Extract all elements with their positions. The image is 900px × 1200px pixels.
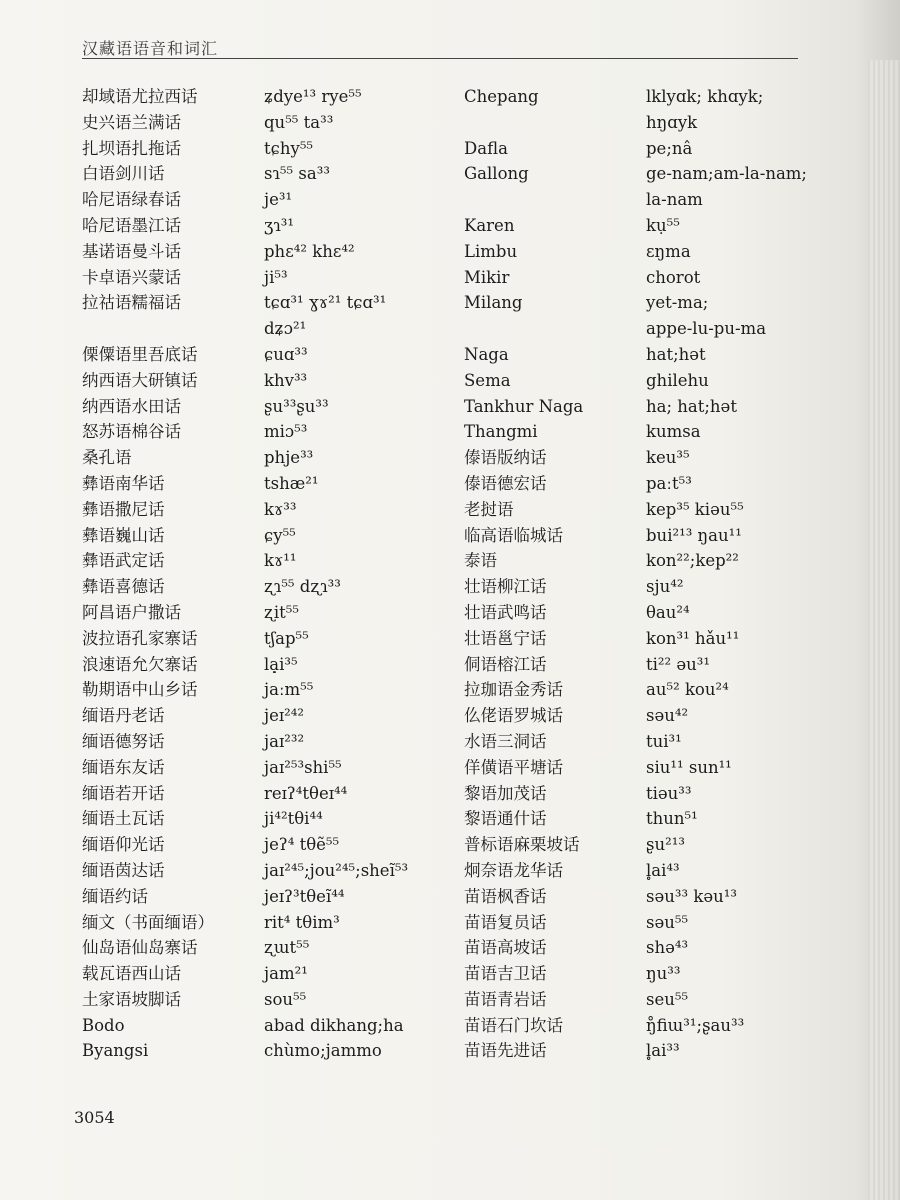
- language-name: 傈僳语里吾底话: [82, 344, 198, 364]
- word-form: jeɪ²⁴²: [264, 706, 305, 726]
- language-name: 傣语版纳话: [464, 448, 547, 468]
- entry-row: [82, 729, 462, 755]
- entry-row: [464, 136, 844, 162]
- word-form: ti²² əu³¹: [646, 654, 711, 674]
- entry-row: [464, 368, 844, 394]
- entry-row: [82, 1038, 462, 1064]
- entry-row: [82, 136, 462, 162]
- word-form: reɪʔ⁴tθeɪ⁴⁴: [264, 783, 348, 803]
- word-form: yet-ma;: [646, 293, 709, 313]
- entry-row: [82, 523, 462, 549]
- entry-row: [82, 910, 462, 936]
- language-name: 壮语柳江话: [464, 577, 547, 597]
- language-name: 波拉语孔家寨话: [82, 628, 198, 648]
- entry-row: [464, 497, 844, 523]
- word-form: khv³³: [264, 370, 308, 390]
- word-form: kụ⁵⁵: [646, 215, 680, 235]
- entry-row: [82, 1013, 462, 1039]
- word-form: ŋ̊fiɯ³¹;ʂau³³: [646, 1015, 745, 1035]
- entry-row: [82, 652, 462, 678]
- language-name: 仙岛语仙岛寨话: [82, 938, 198, 958]
- entry-row: [82, 497, 462, 523]
- entry-row: [82, 342, 462, 368]
- page-number: 3054: [74, 1108, 115, 1127]
- word-form: appe-lu-pu-ma: [646, 319, 767, 339]
- entry-row: [82, 213, 462, 239]
- language-name: 浪速语允欠寨话: [82, 654, 198, 674]
- entry-row: [464, 523, 844, 549]
- entry-row: [464, 316, 844, 342]
- language-name: 苗语青岩话: [464, 989, 547, 1009]
- word-form: jaɪ²³²: [264, 731, 305, 751]
- language-name: 苗语吉卫话: [464, 964, 547, 984]
- word-form: ʐɿ⁵⁵ dʐɿ³³: [264, 577, 341, 597]
- language-name: 土家语坡脚话: [82, 989, 181, 1009]
- left-column: [82, 84, 462, 1064]
- language-name: Mikir: [464, 267, 510, 287]
- entry-row: [82, 755, 462, 781]
- language-name: 普标语麻栗坡话: [464, 835, 580, 855]
- language-name: Gallong: [464, 164, 529, 184]
- entry-row: [82, 445, 462, 471]
- language-name: Byangsi: [82, 1041, 149, 1061]
- language-name: 卡卓语兴蒙话: [82, 267, 181, 287]
- word-form: hŋɑyk: [646, 112, 698, 132]
- language-name: 苗语高坡话: [464, 938, 547, 958]
- entry-row: [464, 677, 844, 703]
- word-form: jaɪ²⁵³shi⁵⁵: [264, 757, 342, 777]
- language-name: 苗语复员话: [464, 912, 547, 932]
- word-form: sou⁵⁵: [264, 989, 307, 1009]
- word-form: ŋu³³: [646, 964, 681, 984]
- entry-row: [82, 806, 462, 832]
- language-name: Thangmi: [464, 422, 538, 442]
- word-form: pe;nâ: [646, 138, 693, 158]
- entry-row: [82, 368, 462, 394]
- word-form: jeɪʔ³tθeĩ⁴⁴: [264, 886, 345, 906]
- word-form: kumsa: [646, 422, 701, 442]
- entry-row: [464, 574, 844, 600]
- entry-row: [464, 806, 844, 832]
- language-name: Chepang: [464, 87, 539, 106]
- word-form: je³¹: [264, 190, 293, 210]
- entry-row: [464, 265, 844, 291]
- language-name: Dafla: [464, 138, 508, 158]
- word-form: ghilehu: [646, 370, 709, 390]
- language-name: 史兴语兰满话: [82, 112, 181, 132]
- language-name: 佯僙语平塘话: [464, 757, 563, 777]
- entry-row: [464, 394, 844, 420]
- language-name: 老挝语: [464, 499, 514, 519]
- word-form: kɤ³³: [264, 499, 297, 519]
- language-name: 纳西语大研镇话: [82, 370, 198, 390]
- word-form: kon²²;kep²²: [646, 551, 739, 571]
- entry-row: [82, 110, 462, 136]
- language-name: Bodo: [82, 1015, 125, 1035]
- word-form: phɛ⁴² khɛ⁴²: [264, 241, 355, 261]
- entry-row: [82, 265, 462, 291]
- word-form: jaːm⁵⁵: [264, 680, 314, 700]
- entry-row: [464, 703, 844, 729]
- language-name: 黎语加茂话: [464, 783, 547, 803]
- word-form: la-nam: [646, 190, 703, 210]
- word-form: ʒɿ³¹: [264, 215, 295, 235]
- language-name: 缅语土瓦话: [82, 809, 165, 829]
- entry-row: [464, 755, 844, 781]
- language-name: 临高语临城话: [464, 525, 563, 545]
- entry-row: [464, 290, 844, 316]
- entry-row: [464, 239, 844, 265]
- language-name: 纳西语水田话: [82, 396, 181, 416]
- entry-row: [82, 703, 462, 729]
- language-name: 彝语巍山话: [82, 525, 165, 545]
- word-form: l̥ai⁴³: [646, 860, 680, 880]
- entry-row: [82, 316, 462, 342]
- entry-row: [82, 884, 462, 910]
- language-name: 彝语喜德话: [82, 577, 165, 597]
- word-form: səu⁵⁵: [646, 912, 689, 932]
- word-form: abad dikhang;ha: [264, 1015, 404, 1035]
- language-name: 缅语茵达话: [82, 860, 165, 880]
- language-name: 缅语约话: [82, 886, 148, 906]
- entry-row: [82, 187, 462, 213]
- language-name: 却域语尤拉西话: [82, 87, 198, 106]
- word-form: rit⁴ tθim³: [264, 912, 340, 932]
- word-form: tɕhy⁵⁵: [264, 138, 314, 158]
- entry-row: [464, 910, 844, 936]
- entry-row: [82, 961, 462, 987]
- entry-row: [82, 394, 462, 420]
- entry-row: [464, 600, 844, 626]
- language-name: 阿昌语户撒话: [82, 602, 181, 622]
- language-name: 彝语武定话: [82, 551, 165, 571]
- language-name: 桑孔语: [82, 448, 132, 468]
- word-form: au⁵² kou²⁴: [646, 680, 729, 700]
- word-form: hat;hət: [646, 344, 706, 364]
- entry-row: [464, 445, 844, 471]
- language-name: 扎坝语扎拖话: [82, 138, 181, 158]
- word-form: siu¹¹ sun¹¹: [646, 757, 732, 777]
- word-form: ʑdye¹³ rye⁵⁵: [264, 87, 362, 106]
- entry-row: [82, 858, 462, 884]
- entry-row: [464, 187, 844, 213]
- word-form: dʑɔ²¹: [264, 319, 307, 339]
- language-name: 拉祜语糯福话: [82, 293, 181, 313]
- entry-row: [464, 961, 844, 987]
- language-name: 泰语: [464, 551, 497, 571]
- language-name: 壮语邕宁话: [464, 628, 547, 648]
- language-name: 缅文（书面缅语）: [82, 912, 214, 932]
- language-name: 缅语德努话: [82, 731, 165, 751]
- word-form: lạ̣i³⁵: [264, 654, 298, 674]
- language-name: Tankhur Naga: [464, 396, 584, 416]
- entry-row: [464, 213, 844, 239]
- word-form: jaɪ²⁴⁵;jou²⁴⁵;sheĩ⁵³: [264, 860, 409, 880]
- language-name: 怒苏语棉谷话: [82, 422, 181, 442]
- entry-row: [82, 290, 462, 316]
- word-form: kep³⁵ kiəu⁵⁵: [646, 499, 744, 519]
- language-name: 哈尼语墨江话: [82, 215, 181, 235]
- language-name: 缅语东友话: [82, 757, 165, 777]
- word-form: ʂu²¹³: [646, 835, 685, 855]
- entry-row: [464, 729, 844, 755]
- word-form: tɕɑ³¹ ɣɤ²¹ tɕɑ³¹: [264, 293, 387, 313]
- language-name: 缅语丹老话: [82, 706, 165, 726]
- entry-row: [464, 161, 844, 187]
- language-name: 傣语德宏话: [464, 473, 547, 493]
- word-form: ʂu³³ʂu³³: [264, 396, 329, 416]
- entry-row: [464, 935, 844, 961]
- word-form: phje³³: [264, 448, 314, 468]
- word-form: kon³¹ hǎu¹¹: [646, 628, 740, 648]
- entry-row: [464, 858, 844, 884]
- entry-row: [464, 1038, 844, 1064]
- language-name: 彝语撒尼话: [82, 499, 165, 519]
- language-name: 黎语通什话: [464, 809, 547, 829]
- language-name: 侗语榕江话: [464, 654, 547, 674]
- entry-row: [82, 574, 462, 600]
- word-form: ʐɯt⁵⁵: [264, 938, 310, 958]
- header-rule: [82, 58, 798, 59]
- language-name: 基诺语曼斗话: [82, 241, 181, 261]
- word-form: tui³¹: [646, 731, 682, 751]
- word-form: shə⁴³: [646, 938, 689, 958]
- word-form: chùmo;jammo: [264, 1041, 382, 1061]
- word-form: ge-nam;am-la-nam;: [646, 164, 807, 184]
- entry-row: [464, 832, 844, 858]
- word-form: sju⁴²: [646, 577, 684, 597]
- entry-row: [82, 626, 462, 652]
- word-form: bui²¹³ ŋau¹¹: [646, 525, 742, 545]
- language-name: Naga: [464, 344, 509, 364]
- right-column: [464, 84, 844, 1064]
- entry-row: [464, 471, 844, 497]
- entry-row: [464, 987, 844, 1013]
- word-form: jam²¹: [264, 964, 308, 984]
- language-name: Sema: [464, 370, 511, 390]
- entry-row: [82, 935, 462, 961]
- language-name: 炯奈语龙华话: [464, 860, 563, 880]
- language-name: 哈尼语绿春话: [82, 190, 181, 210]
- word-form: ɛŋma: [646, 241, 691, 261]
- word-form: ɕy⁵⁵: [264, 525, 296, 545]
- word-form: chorot: [646, 267, 701, 287]
- entry-row: [464, 626, 844, 652]
- entry-row: [82, 419, 462, 445]
- language-name: 勒期语中山乡话: [82, 680, 198, 700]
- language-name: 彝语南华话: [82, 473, 165, 493]
- entry-row: [464, 342, 844, 368]
- word-form: ji⁵³: [264, 267, 288, 287]
- entry-row: [464, 884, 844, 910]
- entry-row: [464, 781, 844, 807]
- entry-row: [82, 84, 462, 110]
- entry-row: [464, 84, 844, 110]
- word-form: l̥ai³³: [646, 1041, 680, 1061]
- word-form: θau²⁴: [646, 602, 690, 622]
- entry-row: [82, 239, 462, 265]
- word-form: ji⁴²tθi⁴⁴: [264, 809, 323, 829]
- word-form: keu³⁵: [646, 448, 690, 468]
- entry-row: [464, 652, 844, 678]
- word-form: tʃap⁵⁵: [264, 628, 309, 648]
- language-name: 拉珈语金秀话: [464, 680, 563, 700]
- word-form: miɔ⁵³: [264, 422, 308, 442]
- word-form: ʐit⁵⁵: [264, 602, 299, 622]
- word-form: səu⁴²: [646, 706, 689, 726]
- language-name: Karen: [464, 215, 515, 235]
- word-form: thun⁵¹: [646, 809, 698, 829]
- entry-row: [82, 677, 462, 703]
- language-name: Limbu: [464, 241, 518, 261]
- language-name: 缅语仰光话: [82, 835, 165, 855]
- language-name: 缅语若开话: [82, 783, 165, 803]
- word-form: kɤ¹¹: [264, 551, 297, 571]
- word-form: tiəu³³: [646, 783, 692, 803]
- word-form: paːt⁵³: [646, 473, 692, 493]
- entry-row: [82, 548, 462, 574]
- entry-row: [464, 1013, 844, 1039]
- language-name: 白语剑川话: [82, 164, 165, 184]
- word-form: seu⁵⁵: [646, 989, 689, 1009]
- entry-row: [464, 110, 844, 136]
- entry-row: [82, 781, 462, 807]
- word-form: qu⁵⁵ ta³³: [264, 112, 334, 132]
- language-name: Milang: [464, 293, 523, 313]
- entry-row: [82, 832, 462, 858]
- entry-row: [82, 987, 462, 1013]
- word-form: ɕuɑ³³: [264, 344, 308, 364]
- word-form: ha; hat;hət: [646, 396, 737, 416]
- language-name: 苗语石门坎话: [464, 1015, 563, 1035]
- language-name: 载瓦语西山话: [82, 964, 181, 984]
- word-form: jeʔ⁴ tθẽ⁵⁵: [264, 835, 340, 855]
- word-form: lklyɑk; khɑyk;: [646, 87, 764, 106]
- entry-row: [82, 471, 462, 497]
- entry-row: [464, 419, 844, 445]
- word-form: sɿ⁵⁵ sa³³: [264, 164, 330, 184]
- entry-row: [82, 600, 462, 626]
- language-name: 壮语武鸣话: [464, 602, 547, 622]
- word-form: tshæ²¹: [264, 473, 319, 493]
- language-name: 仫佬语罗城话: [464, 706, 563, 726]
- page-edge-shadow: [868, 60, 900, 1200]
- language-name: 苗语先进话: [464, 1041, 547, 1061]
- language-name: 水语三洞话: [464, 731, 547, 751]
- entry-row: [82, 161, 462, 187]
- entry-row: [464, 548, 844, 574]
- language-name: 苗语枫香话: [464, 886, 547, 906]
- word-form: səu³³ kəu¹³: [646, 886, 737, 906]
- running-head: 汉藏语语音和词汇: [82, 39, 219, 58]
